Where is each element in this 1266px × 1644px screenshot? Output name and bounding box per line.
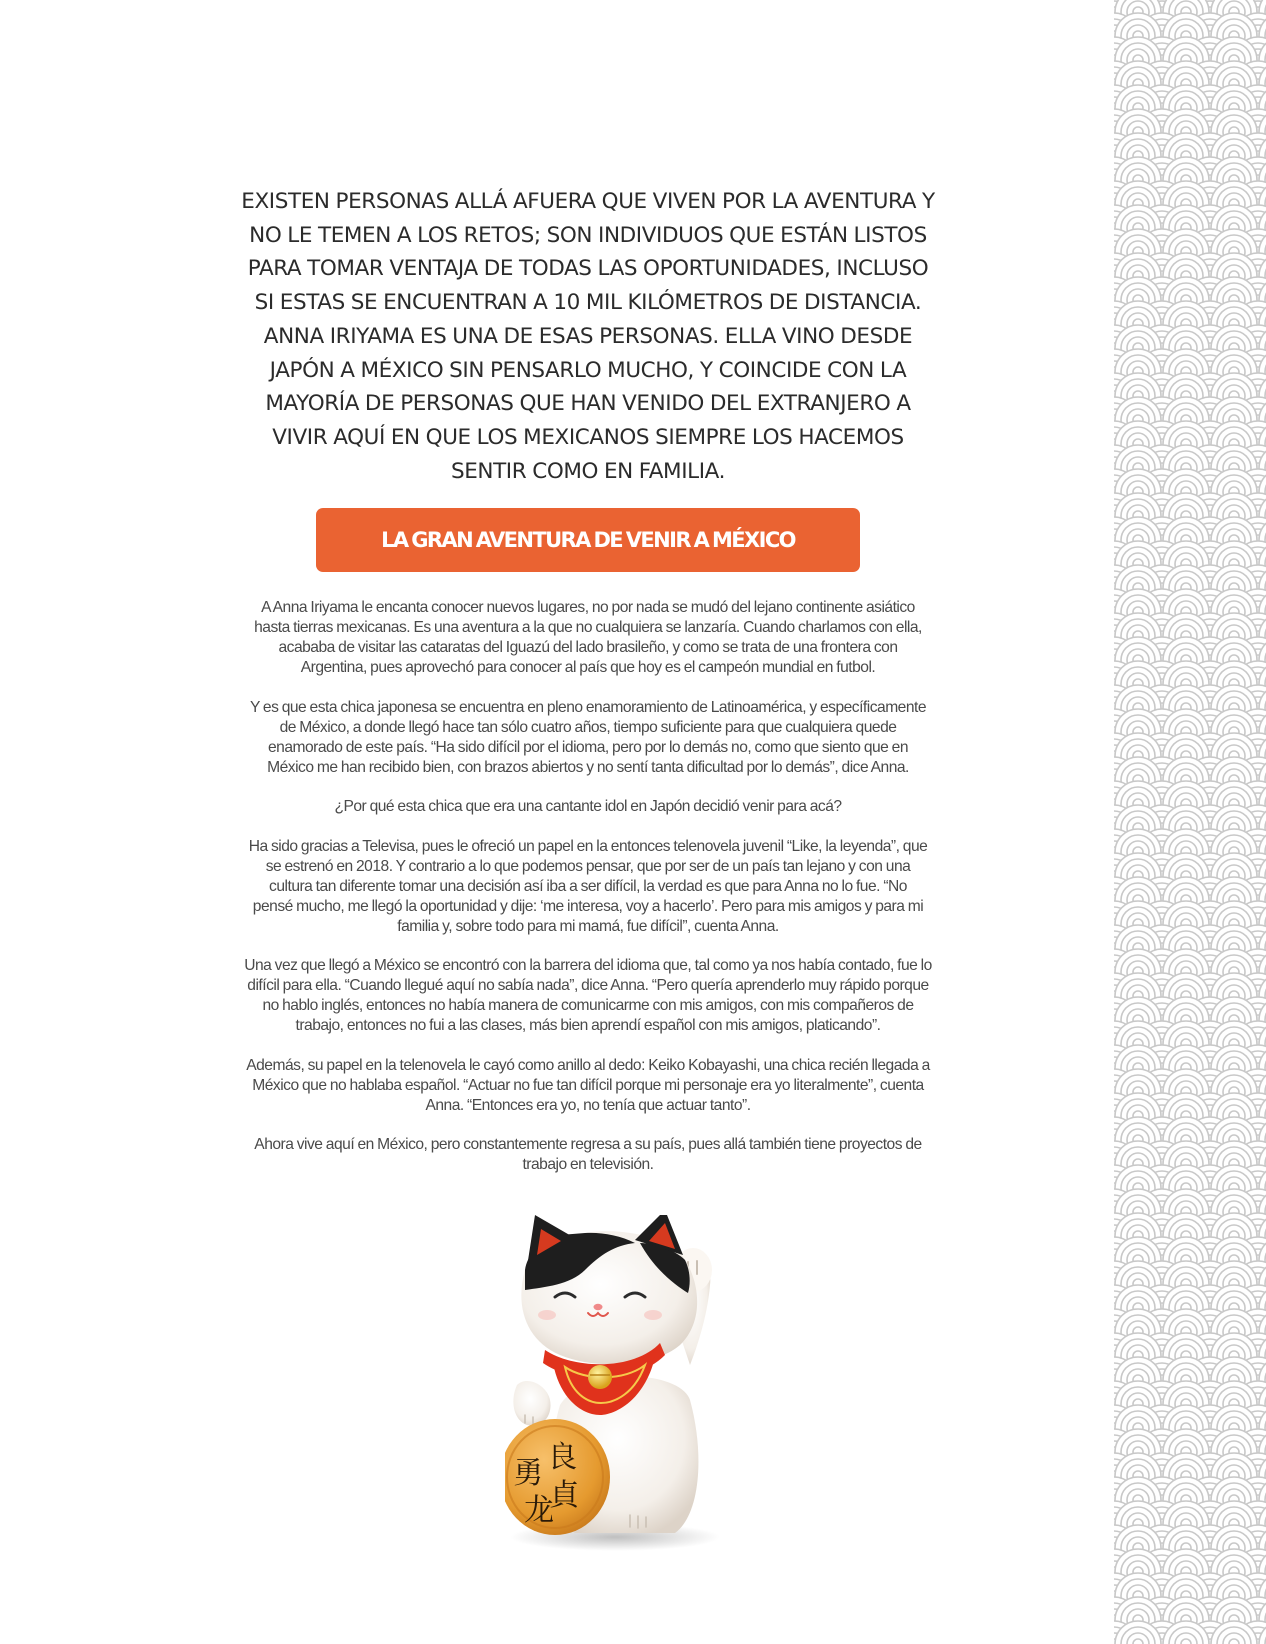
- text-line: trabajo, entonces no fui a las clases, más bien aprendí español con mis amigos, platicando”.: [295, 1017, 881, 1035]
- article-content: [188, 185, 988, 1195]
- paragraph-7: [188, 1135, 988, 1175]
- article-body: [188, 598, 988, 1175]
- intro-line: NO LE TEMEN A LOS RETOS; SON INDIVIDUOS QUE ESTÁN LISTOS: [249, 222, 927, 248]
- text-line: de México, a donde llegó hace tan sólo cuatro años, tiempo suficiente para que cualquiera quede: [279, 718, 897, 736]
- intro-heading: [188, 185, 988, 488]
- text-line: enamorado de este país. “Ha sido difícil por el idioma, pero por lo demás no, como que siento que en: [267, 738, 909, 756]
- text-line: trabajo en televisión.: [522, 1156, 654, 1174]
- intro-line: EXISTEN PERSONAS ALLÁ AFUERA QUE VIVEN POR LA AVENTURA Y: [241, 189, 935, 214]
- paragraph-1: [188, 598, 988, 678]
- text-line: México me han recibido bien, con brazos abiertos y no sentí tanta dificultad por lo demás”, dice Anna.: [267, 758, 909, 776]
- text-line: se estrenó en 2018. Y contrario a lo que podemos pensar, que por ser de un país tan lejano y con una: [265, 857, 911, 875]
- lucky-cat-icon: [505, 1215, 755, 1565]
- paragraph-5: [188, 956, 988, 1036]
- text-line: difícil para ella. “Cuando llegué aquí no sabía nada”, dice Anna. “Pero quería aprenderlo muy rápido porque: [247, 977, 929, 995]
- text-line: Anna. “Entonces era yo, no tenía que actuar tanto”.: [425, 1096, 751, 1114]
- section-heading-banner: LA GRAN AVENTURA DE VENIR A MÉXICO: [316, 508, 860, 572]
- intro-line: PARA TOMAR VENTAJA DE TODAS LAS OPORTUNIDADES, INCLUSO: [247, 256, 929, 282]
- paragraph-3-question: [188, 797, 988, 817]
- text-line: familia y, sobre todo para mi mamá, fue difícil”, cuenta Anna.: [397, 917, 779, 935]
- text-line: Ha sido gracias a Televisa, pues le ofreció un papel en la entonces telenovela juvenil “Like, la leyenda”, que: [248, 837, 928, 855]
- text-line: hasta tierras mexicanas. Es una aventura a la que no cualquiera se lanzaría. Cuando charlamos con ella,: [254, 619, 922, 637]
- text-line: ¿Por qué esta chica que era una cantante idol en Japón decidió venir para acá?: [334, 798, 842, 816]
- text-line: Una vez que llegó a México se encontró con la barrera del idioma que, tal como ya nos había contado, fue lo: [244, 957, 932, 975]
- intro-line: VIVIR AQUÍ EN QUE LOS MEXICANOS SIEMPRE LOS HACEMOS: [272, 424, 904, 450]
- decorative-wave-pattern: [1114, 0, 1266, 1644]
- intro-line: SENTIR COMO EN FAMILIA.: [450, 458, 726, 484]
- paragraph-6: [188, 1056, 988, 1116]
- intro-line: MAYORÍA DE PERSONAS QUE HAN VENIDO DEL EXTRANJERO A: [265, 391, 911, 417]
- coin-characters: 良 勇 貞 龙: [513, 1440, 580, 1528]
- text-line: México que no hablaba español. “Actuar no fue tan difícil porque mi personaje era yo literalmente”, cuenta: [252, 1076, 924, 1094]
- intro-line: JAPÓN A MÉXICO SIN PENSARLO MUCHO, Y COINCIDE CON LA: [269, 357, 907, 383]
- text-line: Ahora vive aquí en México, pero constantemente regresa a su país, pues allá también tiene proyectos de: [254, 1136, 922, 1154]
- text-line: cultura tan diferente tomar una decisión así iba a ser difícil, la verdad es que para Anna no lo fue. “No: [269, 877, 907, 895]
- maneki-neko-illustration: [505, 1215, 755, 1565]
- text-line: Además, su papel en la telenovela le cayó como anillo al dedo: Keiko Kobayashi, una chica recién llegada a: [246, 1056, 930, 1074]
- text-line: Argentina, pues aprovechó para conocer al país que hoy es el campeón mundial en futbol.: [300, 659, 876, 677]
- text-line: pensé mucho, me llegó la oportunidad y dije: ‘me interesa, voy a hacerlo’. Pero para mis amigos y para mi: [252, 897, 924, 915]
- intro-line: SI ESTAS SE ENCUENTRAN A 10 MIL KILÓMETROS DE DISTANCIA.: [254, 290, 922, 316]
- text-line: acababa de visitar las cataratas del Iguazú del lado brasileño, y como se trata de una frontera con: [278, 639, 898, 657]
- paragraph-2: [188, 698, 988, 778]
- text-line: A Anna Iriyama le encanta conocer nuevos lugares, no por nada se mudó del lejano continente asiático: [261, 599, 915, 617]
- intro-line: ANNA IRIYAMA ES UNA DE ESAS PERSONAS. ELLA VINO DESDE: [263, 323, 913, 349]
- paragraph-4: [188, 837, 988, 937]
- text-line: no hablo inglés, entonces no había manera de comunicarme con mis amigos, con mis compañeros de: [262, 997, 914, 1015]
- text-line: Y es que esta chica japonesa se encuentra en pleno enamoramiento de Latinoamérica, y específicamente: [249, 698, 927, 716]
